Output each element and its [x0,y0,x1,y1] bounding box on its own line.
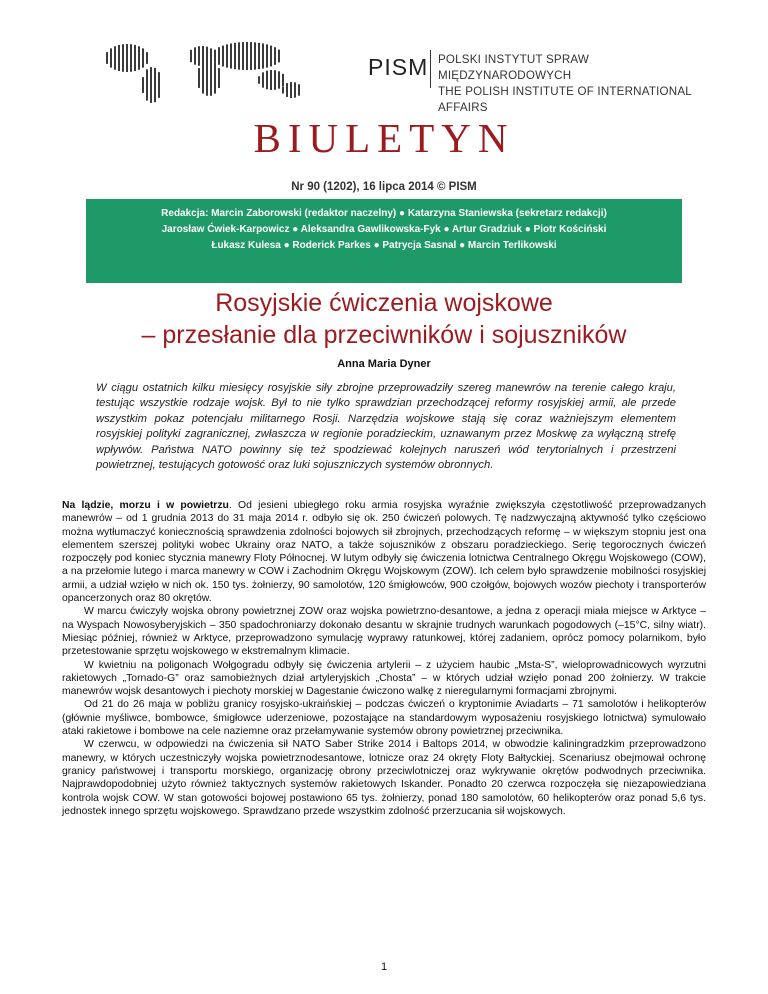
article-body [62,499,706,818]
article-title [0,287,768,351]
pism-logo-text: PISM [368,54,429,80]
article-lead: W ciągu ostatnich kilku miesięcy rosyjskie siły zbrojne przeprowadziły szereg manewrów na terenie całego kraju, testując wszystkie rodzaje wojsk. Był to nie tylko sprawdzian przechodzącej reformy rosyjskiej armii, ale przede wszystkim pokaz potencjału militarnego Rosji. Narzędzia wojskowe stają się coraz ważniejszym elementem rosyjskiej polityki zagranicznej, zwłaszcza w regionie poradzieckim, uznawanym przez Moskwę za wyłączną strefę wpływów. Państwa NATO powinny się też spodziewać kolejnych naruszeń wód terytorialnych i przestrzeni powietrznej, testujących gotowość oraz luki sojuszniczych systemów obronnych. [96,382,676,472]
institute-name-en: THE POLISH INSTITUTE OF INTERNATIONAL AFFAIRS [438,85,692,114]
masthead [96,40,696,120]
paragraph: Od 21 do 26 maja w pobliżu granicy rosyjsko-ukraińskiej – podczas ćwiczeń o kryptonimie Aviadarts – 71 samolotów i helikopterów (głównie myśliwce, bombowce, śmigłowce uderzeniowe, pozostające na standardowym wyposażeniu rosyjskiego lotnictwa) symulowało ataki rakietowe i bombowe na cele naziemne oraz przełamywanie systemów obrony powietrznej przeciwnika. [62,699,706,738]
paragraph: W czerwcu, w odpowiedzi na ćwiczenia sił NATO Saber Strike 2014 i Baltops 2014, w obwodzie kaliningradzkim przeprowadzono manewry, w których uczestniczyły wojska powietrznodesantowe, lotnicze oraz 24 okręty Floty Bałtyckiej. Scenariusz obejmował ochronę granicy państwowej i transportu morskiego, organizację obrony przeciwlotniczej oraz wykrywanie okrętów podwodnych przeciwnika. Najprawdopodobniej użyto również taktycznych systemów rakietowych Iskander. Ponadto 20 czerwca rozpoczęła się niezapowiedziana kontrola wojsk COW. W stan gotowości bojowej postawiono 65 tys. żołnierzy, ponad 180 samolotów, 60 helikopterów oraz ponad 5,6 tys. jednostek innego sprzętu wojskowego. Sprawdzano przede wszystkim zdolność przerzucania sił wojskowych. [62,739,706,817]
article-title-line-1: Rosyjskie ćwiczenia wojskowe [215,289,553,317]
logo-divider [430,50,431,88]
editors-line: Redakcja: Marcin Zaborowski (redaktor naczelny) ● Katarzyna Staniewska (sekretarz redakcji) [161,208,607,219]
institute-name-pl: POLSKI INSTYTUT SPRAW MIĘDZYNARODOWYCH [438,53,590,82]
paragraph: W kwietniu na poligonach Wołgogradu odbyły się ćwiczenia artylerii – z użyciem haubic „Msta-S”, wieloprowadnicowych wyrzutni rakietowych „Tornado-G” oraz samobieżnych dział artyleryjskich „Chosta” – w których udział wzięło ponad 200 żołnierzy. W trakcie manewrów wojsk desantowych i piechoty morskiej w Dagestanie ćwiczono walkę z nieregularnymi formacjami zbrojnymi. [62,659,706,698]
institute-name [438,52,696,116]
editorial-board-box [86,199,682,283]
editors-line: Łukasz Kulesa ● Roderick Parkes ● Patrycja Sasnal ● Marcin Terlikowski [211,240,557,251]
article-title-line-2: – przesłanie dla przeciwników i sojuszników [141,321,627,349]
paragraph: W marcu ćwiczyły wojska obrony powietrznej ZOW oraz wojska powietrzno-desantowe, a jedna z operacji miała miejsce w Arktyce – na Wyspach Nowosyberyjskich – 350 spadochroniarzy dokonało desantu w skrajnie trudnych warunkach pogodowych (–15°C, silny wiatr). Miesiąc później, również w Arktyce, przeprowadzono symulację wyprawy ratunkowej, której zadaniem, oprócz pomocy polarnikom, było przetestowanie sprzętu wojskowego w ekstremalnym klimacie. [62,606,706,658]
editors-line: Jarosław Ćwiek-Karpowicz ● Aleksandra Gawlikowska-Fyk ● Artur Gradziuk ● Piotr Kościński [161,224,607,235]
paragraph-text: . Od jesieni ubiegłego roku armia rosyjska wyraźnie zwiększyła częstotliwość przeprowadzanych manewrów – od 1 grudnia 2013 do 31 maja 2014 r. odbyło się ok. 250 ćwiczeń polowych. Tę nadzwyczajną aktywność tylko częściowo można wytłumaczyć koniecznością sprawdzenia zdolności bojowych sił zbrojnych, przechodzących reformę – w większym stopniu jest ona elementem szerszej polityki wobec Ukrainy oraz NATO, a także sojuszników z obszaru poradzieckiego. Serię tegorocznych ćwiczeń rozpoczęły pod koniec stycznia manewry Floty Północnej. W lutym odbyły się ćwiczenia lotnictwa Centralnego Okręgu Wojskowego (COW), a na przełomie lutego i marca manewry w COW i Zachodnim Okręgu Wojskowym (ZOW). Ich celem było sprawdzenie mobilności rosyjskiej armii, a udział wzięło w nich ok. 150 tys. żołnierzy, 90 samolotów, 120 śmigłowców, 900 czołgów, bojowych wozów piechoty i transporterów opancerzonych oraz 80 okrętów. [62,500,706,605]
section-heading: Na lądzie, morzu i w powietrzu [62,500,229,511]
paragraph [62,499,706,605]
page-number: 1 [380,961,388,973]
bulletin-title: BIULETYN [253,115,515,161]
world-map-logo [96,40,328,110]
article-author: Anna Maria Dyner [337,358,431,370]
issue-info: Nr 90 (1202), 16 lipca 2014 © PISM [291,181,477,193]
